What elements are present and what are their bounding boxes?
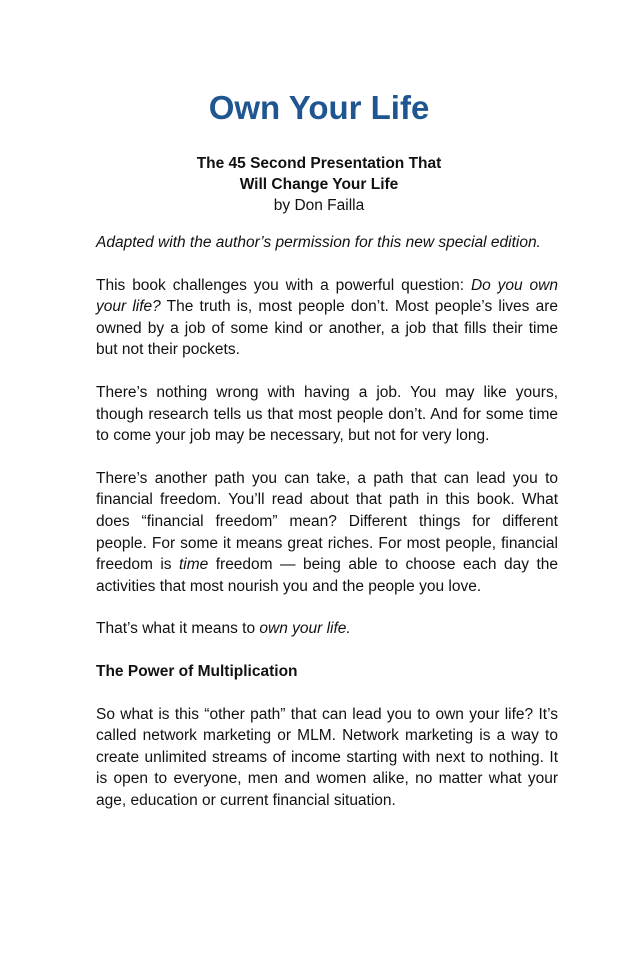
- paragraph-2: There’s nothing wrong with having a job. You may like yours, though research tells us that most people don’t. And for some time to come your job may be necessary, but not for very long.: [96, 383, 558, 445]
- paragraph-1: [96, 275, 558, 361]
- page-title: Own Your Life: [208, 89, 430, 126]
- paragraph-1-lead: This book challenges you with a powerful question:: [96, 276, 471, 294]
- body-text: [96, 232, 558, 832]
- paragraph-1-rest: The truth is, most people don’t. Most people’s lives are owned by a job of some kind or another, a job that fills their time but not their pockets.: [96, 298, 558, 359]
- author-byline: by Don Failla: [273, 197, 365, 214]
- paragraph-4-lead: That’s what it means to: [96, 620, 260, 638]
- paragraph-3: [96, 468, 558, 598]
- subtitle-line-1: The 45 Second Presentation That: [196, 155, 442, 172]
- intro-note: Adapted with the author’s permission for this new special edition.: [96, 234, 541, 251]
- paragraph-4: [96, 618, 558, 640]
- paragraph-4-emphasis: own your life.: [259, 620, 351, 638]
- section-heading: The Power of Multiplication: [96, 662, 298, 680]
- paragraph-1-question: Do you own your life?: [96, 276, 558, 316]
- paragraph-5: So what is this “other path” that can lead you to own your life? It’s called network marketing or MLM. Network marketing is a way to create unlimited streams of income starting with next to nothing. It is open to everyone, men and women alike, no matter what your age, education or current financial situation.: [96, 705, 558, 809]
- paragraph-3-before: There’s another path you can take, a path that can lead you to financial freedom. You’ll read about that path in this book. What does “financial freedom” mean? Different things for different people. For some it means great riches. For most people, financial freedom is: [96, 469, 558, 574]
- paragraph-3-after: freedom — being able to choose each day the activities that most nourish you and the people you love.: [96, 556, 559, 595]
- paragraph-3-emphasis: time: [178, 556, 209, 574]
- subtitle-line-2: Will Change Your Life: [239, 176, 399, 193]
